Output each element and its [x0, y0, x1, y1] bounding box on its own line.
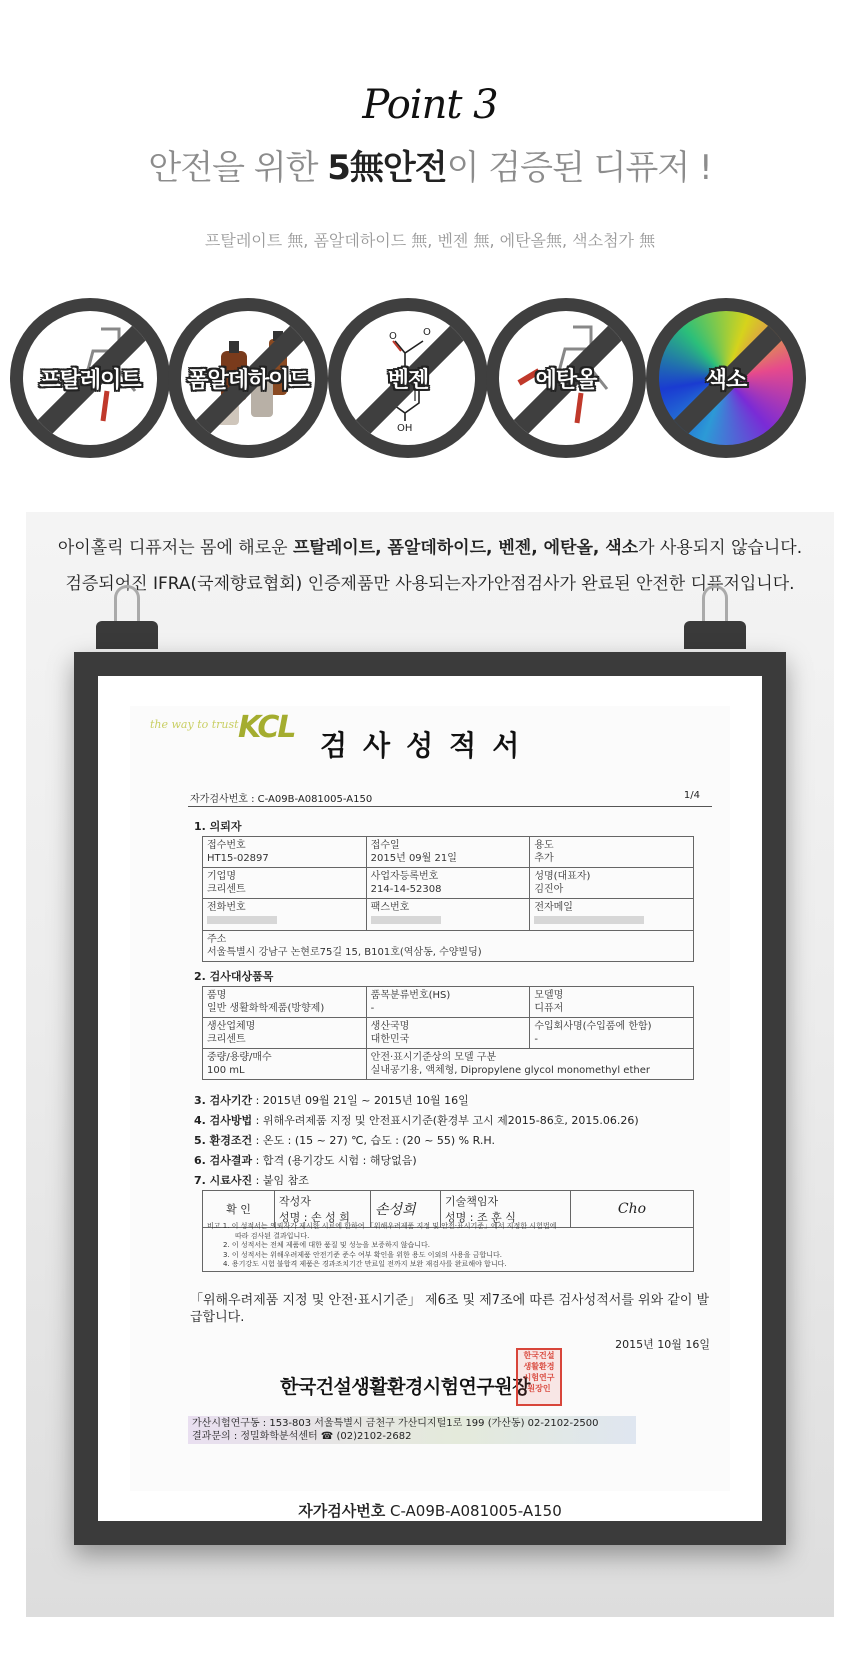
circle-label: 벤젠 [387, 368, 429, 393]
official-seal: 한국건설 생활환경 시험연구 원장인 [516, 1348, 562, 1406]
kcl-logo: KCL [238, 710, 295, 745]
certificate-frame [74, 652, 786, 1545]
frame-hanger-left [96, 585, 158, 655]
page-number: 1/4 [683, 790, 700, 801]
item-table: 품명 일반 생활화학제품(방향제) 품목분류번호(HS) - 모델명 디퓨저 생산업체명 크리센트 생산국명 대한민국 수입회사명(수입품에 한함) - 중량/용량/매수 100 mL 안전·표시기준상의 모델 구분 실내공기용, 액체형, Dipropylene glycol monomethyl ether [202, 986, 694, 1080]
no-benzene-badge [328, 298, 488, 458]
test-environment: 5. 환경조건 : 온도 : (15 ~ 27) ℃, 습도 : (20 ~ 55) % R.H. [194, 1134, 495, 1147]
circle-label: 프탈레이트 [39, 368, 141, 393]
headline-pre: 안전을 위한 [148, 148, 328, 188]
test-method: 4. 검사방법 : 위해우려제품 지정 및 안전표시기준(환경부 고시 제2015-86호, 2015.06.26) [194, 1114, 639, 1127]
intro-line1-bold: 프탈레이트, 폼알데하이드, 벤젠, 에탄올, 색소 [292, 538, 639, 558]
frame-hanger-right [684, 585, 746, 655]
test-period: 3. 검사기간 : 2015년 09월 21일 ~ 2015년 10월 16일 [194, 1094, 469, 1107]
sample-photo: 7. 시료사진 : 붙임 참조 [194, 1174, 309, 1187]
tech-signature: Cho [617, 1201, 647, 1217]
report-number: 자가검사번호 : C-A09B-A081005-A150 [190, 794, 373, 805]
svg-text:OH: OH [397, 423, 413, 434]
kcl-tagline: the way to trust [150, 718, 239, 731]
section-item: 2. 검사대상품목 [194, 970, 274, 983]
intro-line2: 검증되어진 IFRA(국제향료협회) 인증제품만 사용되는자가안점검사가 완료된 안전한 디퓨저입니다. [65, 574, 795, 594]
section-client: 1. 의뢰자 [194, 820, 242, 833]
intro-line1-pre: 아이홀릭 디퓨저는 몸에 해로운 [57, 538, 293, 558]
issuing-institute: 한국건설생활환경시험연구원장 [280, 1376, 530, 1398]
no-ethanol-badge [486, 298, 646, 458]
writer-signature: 손성희 [375, 1202, 416, 1218]
no-pigment-badge [646, 298, 806, 458]
signature-table: 확 인 작성자 성명 : 손 성 희 손성희 기술책임자 성명 : 조 훈 식 Cho [202, 1190, 694, 1228]
client-table: 접수번호 HT15-02897 접수일 2015년 09월 21일 용도 추가 기업명 크리센트 사업자등록번호 214-14-52308 성명(대표자) 김진아 전화번호 팩스번호 전자메일 주소 서울특별시 강남구 논현로75길 15, B101호(역삼동, 수양빌딩) [202, 836, 694, 962]
circle-label: 색소 [705, 368, 747, 393]
headline-bold: 5無안전 [327, 148, 447, 188]
footer-report-code: 자가검사번호 C-A09B-A081005-A150 [298, 1502, 562, 1520]
no-phthalate-badge [10, 298, 170, 458]
svg-text:O: O [389, 331, 397, 342]
headline-post: 이 검증된 디퓨저 ! [446, 148, 712, 188]
issue-statement: 「위해우려제품 지정 및 안전·표시기준」 제6조 및 제7조에 따른 검사성적서를 위와 같이 발급합니다. [190, 1293, 710, 1325]
svg-text:O: O [423, 327, 431, 338]
circle-label: 폼알데하이드 [187, 368, 309, 393]
circle-label: 에탄올 [535, 368, 597, 393]
contact-info: 가산시험연구동 : 153-803 서울특별시 금천구 가산디지털1로 199 (가산동) 02-2102-2500 결과문의 : 정밀화학분석센터 ☎ (02)2102-2682 [188, 1416, 636, 1444]
certificate-document [130, 706, 730, 1491]
point-label: Point 3 [362, 82, 498, 128]
remarks: 비고 1. 이 성적서는 의뢰자가 제시한 시료에 한하여 「위해우려제품 지정 및 안전·표시기준」에서 지정한 시험법에 따라 검사된 결과입니다. 2. 이 성적서는 전체 제품에 대한 품질 및 성능을 보증하지 않습니다. 3. 이 성적서는 위해우려제품 안전기준 준수 여부 확인을 위한 용도 이외의 사용을 금합니다. 4. 용기강도 시험 불합격 제품은 경과조치기간 만료일 전까지 보완 재검사를 완료해야 합니다. [202, 1220, 694, 1272]
no-formaldehyde-badge [168, 298, 328, 458]
headline [0, 140, 860, 189]
certificate-title: 검사성적서 [320, 729, 536, 762]
prohibited-circles [10, 298, 850, 458]
subline: 프탈레이트 無, 폼알데하이드 無, 벤젠 無, 에탄올無, 색소첨가 無 [204, 231, 656, 250]
issue-date: 2015년 10월 16일 [615, 1338, 710, 1351]
test-result: 6. 검사결과 : 합격 (용기강도 시험 : 해당없음) [194, 1154, 417, 1167]
intro-line1-post: 가 사용되지 않습니다. [638, 538, 803, 558]
